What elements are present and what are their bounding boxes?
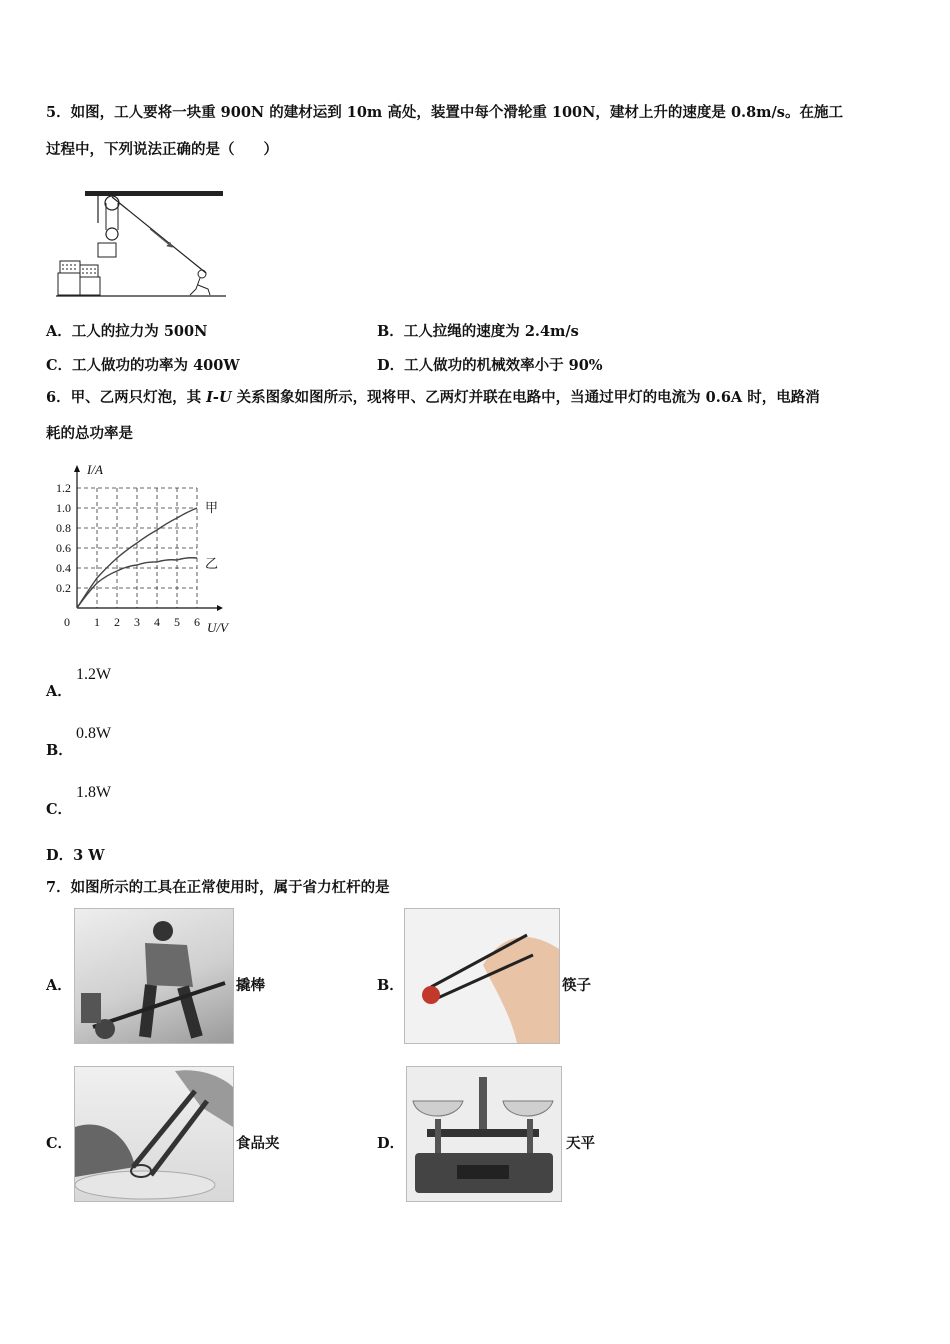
food-tongs-photo [74,1066,234,1202]
building-material [98,243,116,257]
crowbar-photo [74,908,234,1044]
q7-option-a-label: 撬棒 [236,977,265,994]
rope [112,197,206,273]
q6-option-a-value: 1.2W [76,666,112,683]
worker-figure [190,270,210,295]
q6-option-d[interactable]: D．3 W [46,847,105,864]
ceiling-beam [85,191,223,196]
q7-option-d-letter[interactable]: D． [377,1135,405,1152]
y-tick-label: 1.0 [56,501,71,515]
q6-option-a[interactable]: A． 1.2W [46,666,112,700]
x-tick-label: 6 [194,615,200,629]
x-tick-label: 5 [174,615,180,629]
q7-option-b-letter[interactable]: B． [377,977,404,994]
q5-option-a[interactable]: A．工人的拉力为 500N [46,323,208,340]
q6-option-b-value: 0.8W [76,725,112,742]
y-axis-arrow [74,465,80,472]
x-tick-label: 4 [154,615,160,629]
balance-scale-photo [406,1066,562,1202]
x-axis-label: U/V [207,620,228,635]
x-tick-label: 3 [134,615,140,629]
q7-stem: 7．如图所示的工具在正常使用时，属于省力杠杆的是 [46,879,390,896]
q6-option-b[interactable]: B． 0.8W [46,725,112,759]
iu-graph [44,456,244,636]
q6-stem-line1: 6．甲、乙两只灯泡，其 I-U 关系图象如图所示，现将甲、乙两灯并联在电路中，当通过甲灯的电流为 0.6A 时，电路消 [46,389,820,406]
pulley-figure [50,185,230,305]
q7-option-a-letter[interactable]: A． [46,977,72,994]
q7-option-c-label: 食品夹 [236,1135,280,1152]
x-tick-label: 2 [114,615,120,629]
iu-symbol: I-U [206,389,232,406]
series-label-yi: 乙 [205,556,219,571]
x-axis-arrow [217,605,223,611]
movable-pulley [106,228,118,240]
x-tick-label: 0 [64,615,70,629]
q5-option-d[interactable]: D．工人做功的机械效率小于 90% [377,357,603,374]
series-label-jia: 甲 [205,500,219,515]
y-tick-label: 0.2 [56,581,71,595]
q5-stem-line2: 过程中，下列说法正确的是（ ） [46,141,278,158]
y-tick-label: 0.6 [56,541,71,555]
q6-stem-line2: 耗的总功率是 [46,425,133,442]
x-tick-label: 1 [94,615,100,629]
y-tick-label: 1.2 [56,481,71,495]
y-tick-label: 0.8 [56,521,71,535]
q5-stem-line1: 5．如图，工人要将一块重 900N 的建材运到 10m 高处，装置中每个滑轮重 100N，建材上升的速度是 0.8m/s。在施工 [46,104,843,121]
y-tick-label: 0.4 [56,561,71,575]
brick-stack [58,261,100,295]
y-axis-label: I/A [87,462,103,477]
q7-option-b-label: 筷子 [562,977,591,994]
q7-option-c-letter[interactable]: C． [46,1135,73,1152]
chopsticks-photo [404,908,560,1044]
q6-option-c[interactable]: C． 1.8W [46,784,112,818]
fixed-pulley [105,196,119,210]
q6-option-c-value: 1.8W [76,784,112,801]
q5-option-c[interactable]: C．工人做功的功率为 400W [46,357,240,374]
q7-option-d-label: 天平 [566,1135,595,1152]
q5-option-b[interactable]: B．工人拉绳的速度为 2.4m/s [377,323,579,340]
